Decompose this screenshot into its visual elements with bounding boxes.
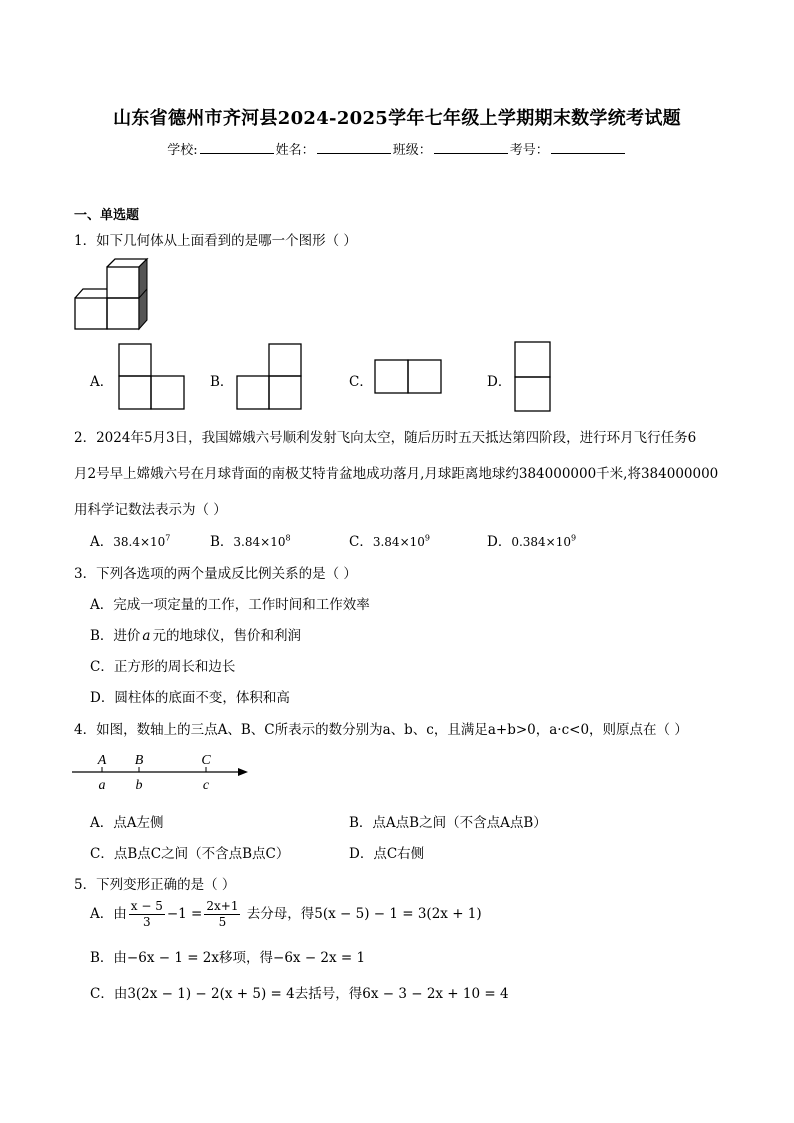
exam-title: 山东省德州市齐河县2024-2025学年七年级上学期期末数学统考试题: [113, 108, 681, 129]
q3-option-b-var: a: [142, 628, 151, 644]
q2-option-c-exponent: 9: [424, 533, 430, 543]
q5-option-a-pre: A．由: [90, 906, 127, 922]
axis-label-B: B: [134, 753, 144, 768]
name-blank[interactable]: [317, 141, 391, 154]
q3-stem: 3．下列各选项的两个量成反比例关系的是（ ）: [74, 566, 357, 582]
axis-value-b: b: [135, 778, 143, 793]
q2-option-a-base: 38.4×10: [113, 535, 166, 549]
q4-option-c[interactable]: C．点B点C之间（不含点B点C）: [90, 846, 290, 862]
q2-option-d-exponent: 9: [571, 533, 577, 543]
q4-option-b[interactable]: B．点A点B之间（不含点A点B）: [349, 815, 547, 831]
q2-option-a-label: A．: [90, 534, 114, 550]
q5-option-b[interactable]: B．由−6x − 1 = 2x移项，得−6x − 2x = 1: [90, 950, 366, 966]
class-blank[interactable]: [434, 141, 508, 154]
q1-option-a-figure[interactable]: [118, 343, 186, 411]
q4-number-line: [72, 750, 252, 794]
school-label: 学校:: [167, 143, 198, 158]
school-blank[interactable]: [200, 141, 274, 154]
q2-option-c-base: 3.84×10: [372, 535, 425, 549]
q2-option-c-label: C．: [349, 534, 373, 550]
q4-stem: 4．如图，数轴上的三点A、B、C所表示的数分别为a、b、c，且满足a+b>0，a·c<0，则原点在（ ）: [74, 722, 688, 738]
q1-option-a-label[interactable]: A．: [90, 374, 114, 390]
q2-option-a[interactable]: [90, 530, 170, 550]
axis-value-c: c: [202, 778, 210, 793]
axis-label-C: C: [201, 753, 211, 768]
q1-option-b-label[interactable]: B．: [210, 374, 234, 390]
student-info-line: [0, 139, 794, 158]
q5-option-a-fraction-2: [204, 899, 240, 930]
q1-stem: 1．如下几何体从上面看到的是哪一个图形（ ）: [74, 233, 357, 249]
q3-option-b-pre: B．进价: [90, 628, 141, 644]
fraction-2-numerator: 2x+1: [206, 899, 239, 913]
axis-value-a: a: [98, 778, 106, 793]
q2-stem-line2: 月2号早上嫦娥六号在月球背面的南极艾特肯盆地成功落月,月球距离地球约384000000千米,将384000000: [74, 466, 719, 482]
q1-option-b-figure[interactable]: [236, 343, 304, 411]
q2-option-b-label: B．: [210, 534, 234, 550]
q2-option-d[interactable]: [487, 530, 576, 550]
q5-option-a-mid: −1 =: [166, 906, 203, 922]
exam-no-label: 考号：: [509, 143, 549, 158]
q3-option-c[interactable]: C．正方形的周长和边长: [90, 659, 236, 675]
q1-option-d-label[interactable]: D．: [487, 374, 512, 390]
q4-option-a[interactable]: A．点A左侧: [90, 815, 164, 831]
q5-option-c[interactable]: C．由3(2x − 1) − 2(x + 5) = 4去括号，得6x − 3 − 2x + 10 = 4: [90, 986, 509, 1002]
q2-option-c[interactable]: [349, 530, 430, 550]
q5-option-a-post: 去分母，得5(x − 5) − 1 = 3(2x + 1): [242, 906, 482, 922]
section-single-choice: 一、单选题: [74, 208, 140, 223]
q2-option-d-label: D．: [487, 534, 512, 550]
q1-option-c-figure[interactable]: [374, 359, 444, 395]
q2-option-b[interactable]: [210, 530, 291, 550]
class-label: 班级：: [392, 143, 432, 158]
exam-no-blank[interactable]: [551, 141, 625, 154]
q1-option-c-label[interactable]: C．: [349, 374, 373, 390]
q2-stem-line1: 2．2024年5月3日，我国嫦娥六号顺利发射飞向太空，随后历时五天抵达第四阶段，进行环月飞行任务6: [74, 430, 697, 446]
q2-option-a-exponent: 7: [165, 533, 171, 543]
q1-option-d-figure[interactable]: [514, 341, 552, 413]
q4-option-d[interactable]: D．点C右侧: [349, 846, 425, 862]
q2-option-d-base: 0.384×10: [511, 535, 572, 549]
q5-stem: 5．下列变形正确的是（ ）: [74, 877, 236, 893]
fraction-1-denominator: 3: [142, 915, 151, 929]
q1-solid-figure: [74, 258, 144, 330]
q5-option-a-fraction-1: [129, 899, 165, 930]
q3-option-b[interactable]: [90, 624, 301, 644]
q3-option-d[interactable]: D．圆柱体的底面不变，体积和高: [90, 690, 290, 706]
fraction-1-numerator: x − 5: [130, 899, 163, 913]
q3-option-a[interactable]: A．完成一项定量的工作，工作时间和工作效率: [90, 597, 370, 613]
q3-option-b-post: 元的地球仪，售价和利润: [152, 628, 301, 644]
q2-stem-line3: 用科学记数法表示为（ ）: [74, 502, 227, 518]
axis-label-A: A: [97, 753, 107, 768]
q2-option-b-base: 3.84×10: [233, 535, 286, 549]
q2-option-b-exponent: 8: [285, 533, 291, 543]
q5-option-a[interactable]: [90, 899, 482, 930]
name-label: 姓名：: [275, 143, 315, 158]
fraction-2-denominator: 5: [218, 915, 227, 929]
